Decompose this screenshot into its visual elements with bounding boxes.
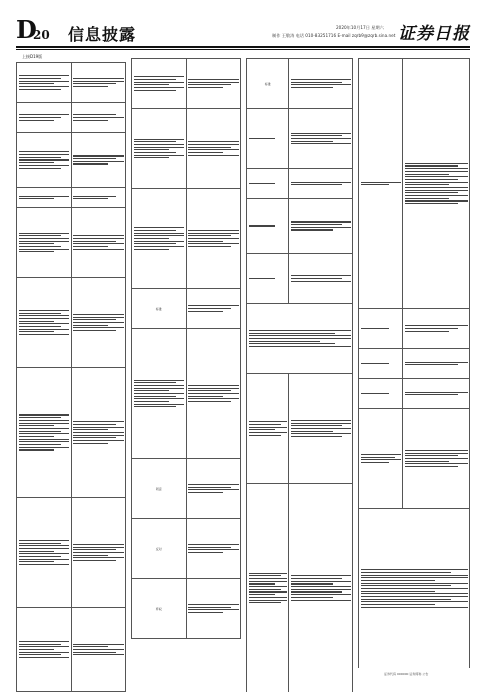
table-cell: [247, 304, 353, 374]
table-cell: [71, 208, 126, 278]
table-cell: [359, 59, 403, 309]
table-cell: [17, 368, 72, 498]
table-cell: [359, 379, 403, 409]
table-cell: [71, 498, 126, 608]
table-cell: [403, 349, 470, 379]
table-cell: [186, 459, 241, 519]
table-cell: [71, 278, 126, 368]
table-cell: [71, 608, 126, 692]
table-cell: [359, 509, 470, 669]
table-cell: [186, 329, 241, 459]
newspaper-logo: 证券日报: [398, 24, 470, 44]
table-cell: [289, 109, 353, 169]
page-number: 20: [33, 28, 50, 42]
table-cell: [186, 579, 241, 639]
table-cell: [247, 109, 289, 169]
table-cell: [71, 133, 126, 188]
header-rule-thick: [16, 46, 470, 48]
table-cell: [186, 519, 241, 579]
table-cell: [71, 103, 126, 133]
table-cell: [359, 309, 403, 349]
table-cell: [17, 208, 72, 278]
table-cell: [132, 189, 187, 289]
continuation-heading: 上接D19版: [22, 54, 43, 59]
table-cell: [247, 254, 289, 304]
vote-label: 同意: [155, 486, 162, 491]
disclosure-table-1: [16, 62, 126, 692]
table-cell: [132, 59, 187, 109]
date-line: 2020年10月17日 星期六: [336, 25, 384, 30]
column-2: [131, 58, 241, 692]
table-cell: [359, 409, 403, 509]
header-rule-thin: [16, 49, 470, 50]
table-cell: [289, 484, 353, 693]
table-cell: [17, 498, 72, 608]
table-cell: [186, 189, 241, 289]
table-cell: [247, 374, 289, 484]
table-cell: [289, 199, 353, 254]
table-cell: [403, 309, 470, 349]
disclosure-table-2: [131, 58, 241, 639]
column-3: [246, 58, 353, 692]
contact-line: 制作 王敬涛 电话 010-83251716 E-mail zqrb9@zqrb.sina.net: [272, 33, 396, 38]
table-cell: [132, 459, 187, 519]
table-cell: [17, 188, 72, 208]
footer-note: 证券代码 000000 证券简称 公告: [384, 672, 429, 676]
table-cell: [17, 63, 72, 103]
table-cell: [71, 63, 126, 103]
vote-label: 标准: [155, 306, 162, 311]
table-cell: [132, 109, 187, 189]
table-cell: [186, 289, 241, 329]
table-cell: [132, 329, 187, 459]
table-cell: [247, 59, 289, 109]
table-cell: [289, 59, 353, 109]
table-cell: [289, 169, 353, 199]
table-cell: [132, 289, 187, 329]
section-title: 信息披露: [68, 25, 137, 44]
table-cell: [289, 374, 353, 484]
disclosure-table-4: [358, 58, 470, 668]
masthead: [0, 0, 484, 50]
table-cell: [403, 59, 470, 309]
vote-label: 标准: [264, 81, 271, 86]
table-cell: [359, 349, 403, 379]
table-cell: [247, 169, 289, 199]
table-cell: [132, 519, 187, 579]
column-4: [358, 58, 470, 668]
table-cell: [247, 199, 289, 254]
table-cell: [247, 484, 289, 693]
table-cell: [289, 254, 353, 304]
column-1: [16, 62, 126, 692]
table-cell: [186, 109, 241, 189]
table-cell: [17, 133, 72, 188]
disclosure-table-3: [246, 58, 353, 692]
table-cell: [186, 59, 241, 109]
table-cell: [71, 368, 126, 498]
page-letter: D: [16, 15, 37, 44]
table-cell: [17, 278, 72, 368]
vote-label: 弃权: [155, 606, 162, 611]
table-cell: [71, 188, 126, 208]
table-cell: [403, 379, 470, 409]
table-cell: [17, 608, 72, 692]
table-cell: [403, 409, 470, 509]
table-cell: [132, 579, 187, 639]
vote-label: 反对: [155, 546, 162, 551]
table-cell: [17, 103, 72, 133]
